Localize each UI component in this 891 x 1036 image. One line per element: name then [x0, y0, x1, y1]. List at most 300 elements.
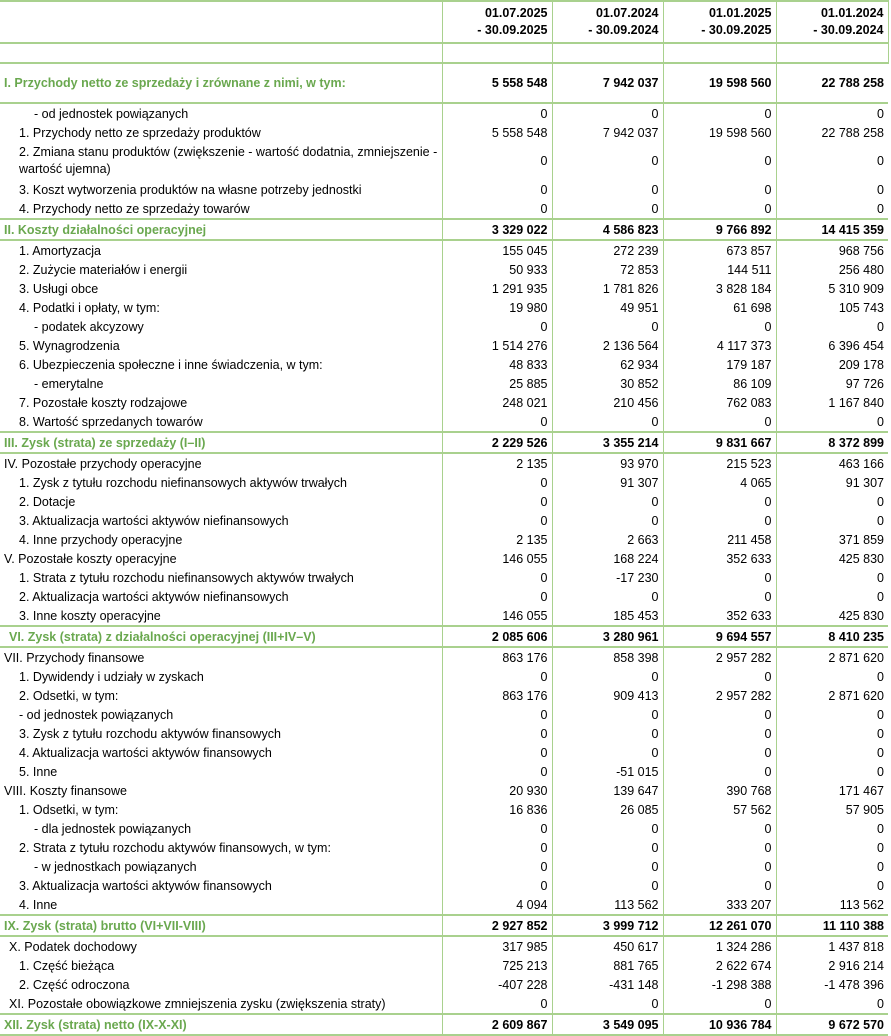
row-value-period-2: 49 951: [552, 298, 663, 317]
row-value-period-1: 155 045: [442, 240, 552, 260]
row-value-period-3: 673 857: [663, 240, 776, 260]
row-value-period-3: 0: [663, 705, 776, 724]
table-row: [0, 240, 888, 260]
row-value-period-1: 0: [442, 876, 552, 895]
row-value-period-1: 0: [442, 317, 552, 336]
row-value-period-2: 0: [552, 705, 663, 724]
row-value-period-2: 93 970: [552, 453, 663, 473]
row-value-period-4: 0: [776, 838, 888, 857]
spacer-cell: [663, 43, 776, 63]
row-label: 5. Wynagrodzenia: [19, 338, 120, 353]
row-label: XI. Pozostałe obowiązkowe zmniejszenia zysku (zwiększenia straty): [9, 996, 386, 1011]
row-value-period-2: 3 999 712: [552, 915, 663, 936]
row-value-period-3: 352 633: [663, 549, 776, 568]
table-row: [0, 63, 888, 103]
table-row: [0, 667, 888, 686]
row-label: 1. Zysk z tytułu rozchodu niefinansowych aktywów trwałych: [19, 475, 347, 490]
row-label: - w jednostkach powiązanych: [34, 859, 197, 874]
row-value-period-2: 0: [552, 743, 663, 762]
row-value-period-2: 2 663: [552, 530, 663, 549]
row-value-period-1: 0: [442, 705, 552, 724]
row-value-period-1: 0: [442, 994, 552, 1014]
row-value-period-2: 0: [552, 838, 663, 857]
row-label: X. Podatek dochodowy: [9, 939, 137, 954]
row-value-period-3: 215 523: [663, 453, 776, 473]
row-value-period-2: 0: [552, 819, 663, 838]
row-value-period-1: 5 558 548: [442, 123, 552, 142]
row-value-period-4: 0: [776, 724, 888, 743]
table-row: [0, 473, 888, 492]
row-value-period-4: 0: [776, 876, 888, 895]
row-value-period-4: 9 672 570: [776, 1014, 888, 1035]
row-value-period-3: 0: [663, 667, 776, 686]
row-value-period-2: 113 562: [552, 895, 663, 915]
row-value-period-3: 2 957 282: [663, 686, 776, 705]
row-label: V. Pozostałe koszty operacyjne: [4, 551, 177, 566]
row-value-period-1: 16 836: [442, 800, 552, 819]
table-row: [0, 1014, 888, 1035]
table-row: [0, 975, 888, 994]
row-value-period-1: 146 055: [442, 606, 552, 626]
row-value-period-4: 91 307: [776, 473, 888, 492]
table-row: [0, 626, 888, 647]
row-value-period-4: 11 110 388: [776, 915, 888, 936]
row-label: VI. Zysk (strata) z działalności operacyjnej (III+IV–V): [0, 626, 442, 647]
table-row: [0, 587, 888, 606]
row-value-period-3: 0: [663, 103, 776, 123]
row-label: 2. Odsetki, w tym:: [19, 688, 119, 703]
row-value-period-1: 863 176: [442, 686, 552, 705]
row-value-period-3: 0: [663, 568, 776, 587]
table-row: [0, 260, 888, 279]
row-value-period-3: 179 187: [663, 355, 776, 374]
row-value-period-4: 0: [776, 492, 888, 511]
row-value-period-4: 22 788 258: [776, 63, 888, 103]
header-period-3: 01.01.2025 - 30.09.2025: [663, 1, 776, 43]
row-value-period-3: 4 065: [663, 473, 776, 492]
row-value-period-3: 86 109: [663, 374, 776, 393]
row-value-period-1: 0: [442, 180, 552, 199]
row-label: 2. Część odroczona: [19, 977, 130, 992]
row-label: - od jednostek powiązanych: [19, 707, 174, 722]
row-value-period-3: 9 831 667: [663, 432, 776, 453]
table-row: [0, 549, 888, 568]
spacer-cell: [776, 43, 888, 63]
row-value-period-2: 62 934: [552, 355, 663, 374]
table-row: [0, 819, 888, 838]
table-row: [0, 876, 888, 895]
row-value-period-4: 0: [776, 743, 888, 762]
row-value-period-4: 256 480: [776, 260, 888, 279]
row-value-period-4: 0: [776, 587, 888, 606]
row-value-period-1: 0: [442, 142, 552, 180]
row-label: - od jednostek powiązanych: [34, 106, 189, 121]
row-value-period-3: 352 633: [663, 606, 776, 626]
table-row: [0, 724, 888, 743]
row-value-period-4: 209 178: [776, 355, 888, 374]
row-label: I. Przychody netto ze sprzedaży i zrównane z nimi, w tym:: [0, 63, 442, 103]
row-label: 2. Strata z tytułu rozchodu aktywów finansowych, w tym:: [19, 840, 331, 855]
row-value-period-1: 0: [442, 743, 552, 762]
table-row: [0, 606, 888, 626]
row-label: 1. Strata z tytułu rozchodu niefinansowych aktywów trwałych: [19, 570, 354, 585]
row-value-period-4: 0: [776, 762, 888, 781]
row-value-period-4: 0: [776, 317, 888, 336]
row-value-period-3: 0: [663, 838, 776, 857]
row-value-period-4: 6 396 454: [776, 336, 888, 355]
row-value-period-1: 0: [442, 568, 552, 587]
row-value-period-3: 0: [663, 724, 776, 743]
row-value-period-3: -1 298 388: [663, 975, 776, 994]
row-value-period-3: 10 936 784: [663, 1014, 776, 1035]
row-label: II. Koszty działalności operacyjnej: [0, 219, 442, 240]
spacer-cell: [442, 43, 552, 63]
row-value-period-4: 14 415 359: [776, 219, 888, 240]
table-row: [0, 453, 888, 473]
row-value-period-2: 3 355 214: [552, 432, 663, 453]
table-row: [0, 123, 888, 142]
row-value-period-1: 0: [442, 762, 552, 781]
row-value-period-4: 0: [776, 142, 888, 180]
table-row: [0, 857, 888, 876]
row-label: 2. Zużycie materiałów i energii: [19, 262, 188, 277]
row-label: IV. Pozostałe przychody operacyjne: [4, 456, 202, 471]
row-value-period-4: 0: [776, 819, 888, 838]
table-row: [0, 915, 888, 936]
row-value-period-3: 211 458: [663, 530, 776, 549]
row-label: VII. Przychody finansowe: [4, 650, 145, 665]
table-row: [0, 355, 888, 374]
row-label: 1. Dywidendy i udziały w zyskach: [19, 669, 204, 684]
row-value-period-1: 0: [442, 819, 552, 838]
row-label: IX. Zysk (strata) brutto (VI+VII-VIII): [0, 915, 442, 936]
table-row: [0, 647, 888, 667]
row-value-period-4: 1 167 840: [776, 393, 888, 412]
row-value-period-2: 0: [552, 876, 663, 895]
row-value-period-2: 30 852: [552, 374, 663, 393]
row-value-period-2: 0: [552, 667, 663, 686]
row-value-period-4: 113 562: [776, 895, 888, 915]
header-period-1: 01.07.2025 - 30.09.2025: [442, 1, 552, 43]
row-value-period-4: 463 166: [776, 453, 888, 473]
row-value-period-4: 371 859: [776, 530, 888, 549]
row-value-period-2: 0: [552, 587, 663, 606]
row-value-period-2: 0: [552, 180, 663, 199]
row-value-period-3: 0: [663, 511, 776, 530]
row-value-period-3: 19 598 560: [663, 123, 776, 142]
row-label: 6. Ubezpieczenia społeczne i inne świadczenia, w tym:: [19, 357, 323, 372]
table-row: [0, 279, 888, 298]
table-row: [0, 219, 888, 240]
spacer-row: [0, 43, 888, 63]
row-value-period-4: 0: [776, 103, 888, 123]
row-value-period-2: 450 617: [552, 936, 663, 956]
header-period-2: 01.07.2024 - 30.09.2024: [552, 1, 663, 43]
row-value-period-1: 48 833: [442, 355, 552, 374]
row-value-period-3: 0: [663, 857, 776, 876]
row-value-period-1: 0: [442, 724, 552, 743]
row-value-period-3: 0: [663, 819, 776, 838]
row-label: 2. Zmiana stanu produktów (zwiększenie - wartość dodatnia, zmniejszenie - wartość ujemna): [19, 145, 438, 176]
row-value-period-4: 57 905: [776, 800, 888, 819]
row-value-period-1: 317 985: [442, 936, 552, 956]
row-value-period-2: 0: [552, 492, 663, 511]
table-row: [0, 511, 888, 530]
table-row: [0, 103, 888, 123]
table-row: [0, 762, 888, 781]
row-value-period-3: 3 828 184: [663, 279, 776, 298]
row-value-period-3: 2 622 674: [663, 956, 776, 975]
row-value-period-3: 0: [663, 743, 776, 762]
table-row: [0, 432, 888, 453]
row-label: 7. Pozostałe koszty rodzajowe: [19, 395, 188, 410]
row-value-period-1: 2 609 867: [442, 1014, 552, 1035]
row-value-period-4: 0: [776, 568, 888, 587]
row-value-period-4: 425 830: [776, 606, 888, 626]
row-value-period-2: 0: [552, 103, 663, 123]
row-value-period-1: 0: [442, 492, 552, 511]
table-row: [0, 199, 888, 219]
row-value-period-2: 4 586 823: [552, 219, 663, 240]
row-value-period-3: 0: [663, 180, 776, 199]
row-value-period-4: 0: [776, 705, 888, 724]
row-label: 4. Przychody netto ze sprzedaży towarów: [19, 201, 250, 216]
row-value-period-1: 2 229 526: [442, 432, 552, 453]
row-value-period-3: 0: [663, 762, 776, 781]
row-label: 4. Inne: [19, 897, 58, 912]
table-row: [0, 317, 888, 336]
row-label: 5. Inne: [19, 764, 58, 779]
row-label: - dla jednostek powiązanych: [34, 821, 192, 836]
table-row: [0, 838, 888, 857]
header-row: [0, 1, 888, 43]
row-value-period-2: 7 942 037: [552, 63, 663, 103]
row-value-period-3: 390 768: [663, 781, 776, 800]
row-value-period-1: 248 021: [442, 393, 552, 412]
row-value-period-3: 0: [663, 994, 776, 1014]
row-value-period-2: 2 136 564: [552, 336, 663, 355]
row-value-period-4: 8 372 899: [776, 432, 888, 453]
table-row: [0, 800, 888, 819]
row-value-period-1: 0: [442, 473, 552, 492]
row-value-period-1: 0: [442, 199, 552, 219]
row-label: 3. Usługi obce: [19, 281, 99, 296]
table-row: [0, 492, 888, 511]
row-value-period-2: 0: [552, 317, 663, 336]
row-value-period-2: -431 148: [552, 975, 663, 994]
row-value-period-2: 3 549 095: [552, 1014, 663, 1035]
row-value-period-4: 0: [776, 857, 888, 876]
row-value-period-3: 9 766 892: [663, 219, 776, 240]
table-row: [0, 936, 888, 956]
row-value-period-2: 3 280 961: [552, 626, 663, 647]
row-value-period-1: 19 980: [442, 298, 552, 317]
row-value-period-2: 272 239: [552, 240, 663, 260]
row-value-period-2: 26 085: [552, 800, 663, 819]
row-label: 3. Aktualizacja wartości aktywów finansowych: [19, 878, 272, 893]
row-label: 4. Podatki i opłaty, w tym:: [19, 300, 160, 315]
row-label: 2. Dotacje: [19, 494, 76, 509]
row-label: 1. Amortyzacja: [19, 243, 101, 258]
row-value-period-1: 725 213: [442, 956, 552, 975]
row-value-period-2: 0: [552, 412, 663, 432]
row-label: VIII. Koszty finansowe: [4, 783, 127, 798]
row-value-period-3: 762 083: [663, 393, 776, 412]
row-value-period-1: 3 329 022: [442, 219, 552, 240]
row-label: III. Zysk (strata) ze sprzedaży (I–II): [0, 432, 442, 453]
row-value-period-1: 4 094: [442, 895, 552, 915]
row-value-period-2: -17 230: [552, 568, 663, 587]
header-period-4: 01.01.2024 - 30.09.2024: [776, 1, 888, 43]
table-row: [0, 895, 888, 915]
row-value-period-4: 0: [776, 994, 888, 1014]
row-value-period-2: 168 224: [552, 549, 663, 568]
row-value-period-2: 7 942 037: [552, 123, 663, 142]
row-label: 1. Część bieżąca: [19, 958, 115, 973]
row-value-period-2: 0: [552, 994, 663, 1014]
spacer-cell: [0, 43, 442, 63]
row-label: 3. Aktualizacja wartości aktywów niefinansowych: [19, 513, 289, 528]
table-row: [0, 142, 888, 180]
row-value-period-2: 91 307: [552, 473, 663, 492]
row-value-period-2: 139 647: [552, 781, 663, 800]
row-value-period-1: 2 927 852: [442, 915, 552, 936]
row-value-period-1: 5 558 548: [442, 63, 552, 103]
table-row: [0, 298, 888, 317]
row-value-period-1: 2 085 606: [442, 626, 552, 647]
row-label: 4. Inne przychody operacyjne: [19, 532, 183, 547]
table-row: [0, 705, 888, 724]
row-value-period-1: 0: [442, 103, 552, 123]
row-value-period-1: 0: [442, 857, 552, 876]
row-value-period-2: 858 398: [552, 647, 663, 667]
table-row: [0, 568, 888, 587]
row-value-period-4: 0: [776, 511, 888, 530]
row-label: 1. Przychody netto ze sprzedaży produktów: [19, 125, 261, 140]
row-value-period-2: 1 781 826: [552, 279, 663, 298]
table-row: [0, 781, 888, 800]
row-value-period-3: 0: [663, 587, 776, 606]
table-row: [0, 374, 888, 393]
row-label: - podatek akcyzowy: [34, 319, 144, 334]
row-value-period-2: 185 453: [552, 606, 663, 626]
row-value-period-1: 146 055: [442, 549, 552, 568]
row-value-period-2: 881 765: [552, 956, 663, 975]
row-label: 4. Aktualizacja wartości aktywów finansowych: [19, 745, 272, 760]
row-value-period-2: 0: [552, 857, 663, 876]
row-value-period-1: 0: [442, 667, 552, 686]
row-value-period-1: 0: [442, 511, 552, 530]
row-value-period-3: 0: [663, 876, 776, 895]
row-value-period-2: 909 413: [552, 686, 663, 705]
row-value-period-4: 171 467: [776, 781, 888, 800]
row-value-period-1: 50 933: [442, 260, 552, 279]
row-label: XII. Zysk (strata) netto (IX-X-XI): [0, 1014, 442, 1035]
table-row: [0, 686, 888, 705]
row-value-period-1: 863 176: [442, 647, 552, 667]
row-value-period-1: 2 135: [442, 453, 552, 473]
row-value-period-4: 2 916 214: [776, 956, 888, 975]
table-row: [0, 530, 888, 549]
row-value-period-1: 2 135: [442, 530, 552, 549]
row-label: 3. Inne koszty operacyjne: [19, 608, 161, 623]
table-row: [0, 994, 888, 1014]
row-value-period-1: 20 930: [442, 781, 552, 800]
row-value-period-2: -51 015: [552, 762, 663, 781]
row-value-period-3: 61 698: [663, 298, 776, 317]
row-value-period-4: 2 871 620: [776, 686, 888, 705]
row-value-period-4: 97 726: [776, 374, 888, 393]
row-value-period-2: 0: [552, 724, 663, 743]
row-label: 3. Koszt wytworzenia produktów na własne potrzeby jednostki: [19, 182, 362, 197]
table-row: [0, 743, 888, 762]
row-value-period-1: 0: [442, 412, 552, 432]
row-value-period-3: 9 694 557: [663, 626, 776, 647]
row-label: 3. Zysk z tytułu rozchodu aktywów finansowych: [19, 726, 281, 741]
row-value-period-4: 8 410 235: [776, 626, 888, 647]
row-value-period-3: 12 261 070: [663, 915, 776, 936]
table-row: [0, 336, 888, 355]
row-value-period-3: 0: [663, 317, 776, 336]
header-label-cell: [0, 1, 442, 43]
row-value-period-4: 0: [776, 412, 888, 432]
row-value-period-2: 0: [552, 199, 663, 219]
row-value-period-3: 2 957 282: [663, 647, 776, 667]
row-value-period-4: 968 756: [776, 240, 888, 260]
row-value-period-2: 210 456: [552, 393, 663, 412]
spacer-cell: [552, 43, 663, 63]
row-value-period-3: 0: [663, 412, 776, 432]
row-value-period-4: 2 871 620: [776, 647, 888, 667]
table-row: [0, 412, 888, 432]
row-value-period-2: 0: [552, 511, 663, 530]
row-value-period-3: 1 324 286: [663, 936, 776, 956]
row-value-period-1: 25 885: [442, 374, 552, 393]
table-row: [0, 956, 888, 975]
row-value-period-4: 22 788 258: [776, 123, 888, 142]
row-value-period-3: 333 207: [663, 895, 776, 915]
row-label: 1. Odsetki, w tym:: [19, 802, 119, 817]
row-value-period-4: 105 743: [776, 298, 888, 317]
row-value-period-3: 0: [663, 492, 776, 511]
row-value-period-4: 425 830: [776, 549, 888, 568]
row-value-period-1: -407 228: [442, 975, 552, 994]
row-value-period-3: 0: [663, 199, 776, 219]
row-label: 8. Wartość sprzedanych towarów: [19, 414, 203, 429]
row-value-period-3: 4 117 373: [663, 336, 776, 355]
row-value-period-4: -1 478 396: [776, 975, 888, 994]
row-value-period-2: 0: [552, 142, 663, 180]
row-value-period-1: 0: [442, 838, 552, 857]
row-value-period-3: 0: [663, 142, 776, 180]
row-value-period-3: 57 562: [663, 800, 776, 819]
row-value-period-4: 5 310 909: [776, 279, 888, 298]
row-value-period-4: 1 437 818: [776, 936, 888, 956]
row-label: 2. Aktualizacja wartości aktywów niefinansowych: [19, 589, 289, 604]
row-value-period-4: 0: [776, 667, 888, 686]
table-row: [0, 180, 888, 199]
table-row: [0, 393, 888, 412]
row-value-period-3: 144 511: [663, 260, 776, 279]
row-value-period-4: 0: [776, 180, 888, 199]
row-value-period-3: 19 598 560: [663, 63, 776, 103]
row-value-period-1: 0: [442, 587, 552, 606]
row-value-period-4: 0: [776, 199, 888, 219]
row-value-period-2: 72 853: [552, 260, 663, 279]
row-value-period-1: 1 514 276: [442, 336, 552, 355]
row-value-period-1: 1 291 935: [442, 279, 552, 298]
row-label: - emerytalne: [34, 376, 104, 391]
